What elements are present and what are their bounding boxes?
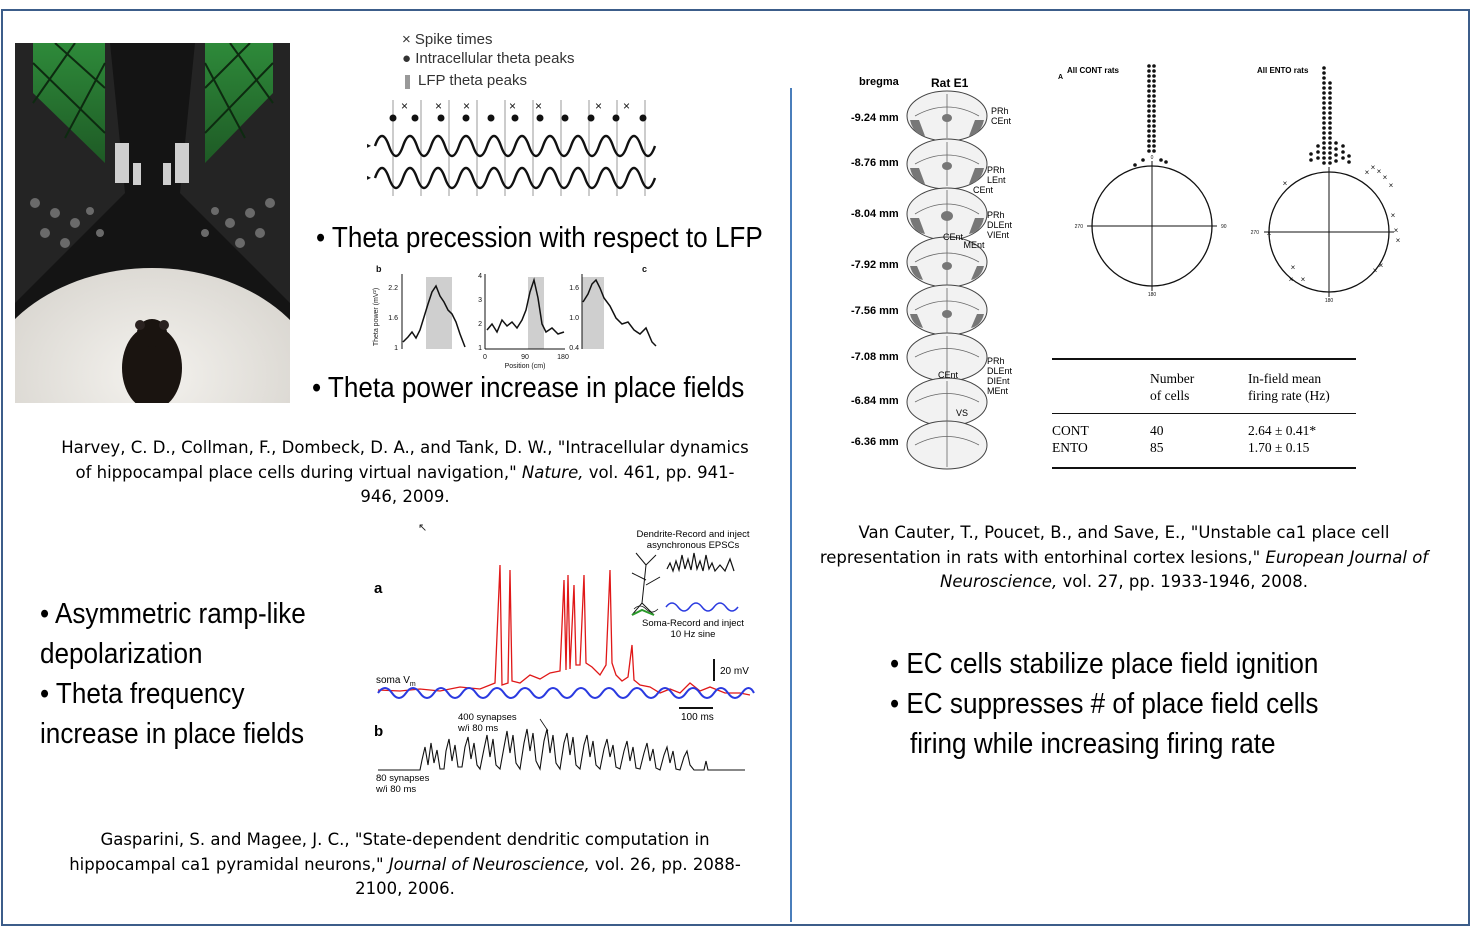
bullet-ec-stabilize: • EC cells stabilize place field ignition [890, 648, 1319, 680]
svg-text:Position (cm): Position (cm) [504, 363, 546, 370]
citation-van-cauter: Van Cauter, T., Poucet, B., and Save, E., "Unstable ca1 place cell representation in rats with entorhinal cortex lesions," European Journal of Neuroscience, vol. 27, pp. 1933-1946, 2008. [819, 523, 1429, 591]
panel-a-label: a [374, 580, 383, 597]
level-7: -6.84 mm [851, 395, 899, 407]
svg-text:1.6: 1.6 [388, 315, 398, 322]
table-bottom-rule [1052, 467, 1356, 469]
svg-text:1: 1 [478, 345, 482, 352]
header-number: Number of cells [1150, 371, 1195, 403]
theta-power-figure [370, 262, 670, 372]
svg-text:×: × [1393, 226, 1399, 235]
level-3: -8.04 mm [851, 208, 899, 220]
svg-text:2: 2 [478, 321, 482, 328]
svg-text:×: × [1388, 181, 1394, 190]
svg-text:×: × [1266, 229, 1272, 238]
svg-text:×: × [1370, 163, 1376, 172]
svg-text:×: × [509, 99, 517, 113]
polar2-title: All ENTO rats [1257, 66, 1309, 75]
svg-text:×: × [1300, 275, 1306, 284]
regions-3: PRh DLEnt VIEnt [987, 210, 1013, 240]
svg-text:90: 90 [1221, 224, 1227, 230]
scale-ms: 100 ms [681, 712, 714, 723]
cursor-mark: ↖ [418, 522, 428, 534]
regions-6b: CEnt [938, 370, 959, 380]
regions-7: VS [956, 408, 969, 418]
svg-text:1.0: 1.0 [569, 315, 579, 322]
bullet-ec-suppress: • EC suppresses # of place field cells [890, 688, 1319, 720]
dendritic-computation-figure [370, 525, 760, 800]
svg-text:1.6: 1.6 [569, 285, 579, 292]
legend-lfp-bar [405, 75, 410, 89]
row-ento-group: ENTO [1052, 440, 1088, 455]
polar1-title: All CONT rats [1067, 66, 1120, 75]
regions-3b: CEnt MEnt [943, 232, 985, 250]
legend-lfp-peaks: LFP theta peaks [418, 72, 527, 89]
legend-intracellular-peaks: ● Intracellular theta peaks [402, 50, 575, 67]
svg-text:×: × [1382, 173, 1388, 182]
svg-text:▸: ▸ [367, 173, 372, 182]
inset-dendrite-label: Dendrite-Record and inject asynchronous EPSCs [636, 529, 750, 551]
scale-mv: 20 mV [720, 666, 749, 677]
svg-text:180: 180 [1147, 292, 1157, 298]
panel-A-label: A [1058, 74, 1064, 81]
panel-b-label: b [376, 264, 382, 274]
level-5: -7.56 mm [851, 305, 899, 317]
regions-1: PRh CEnt [991, 106, 1012, 126]
syn80-label: 80 synapses w/i 80 ms [376, 773, 430, 795]
regions-2: PRh LEnt CEnt [973, 165, 1006, 195]
svg-text:▸: ▸ [367, 141, 372, 150]
rat-label: Rat E1 [931, 76, 969, 90]
row-cont-n: 40 [1150, 423, 1164, 438]
brain-sections-figure [845, 74, 1045, 474]
bullet-ec-suppress-cont: firing while increasing firing rate [910, 728, 1276, 760]
svg-text:×: × [1364, 168, 1370, 177]
bullet-ramp: • Asymmetric ramp-like [40, 598, 306, 630]
svg-text:×: × [1390, 211, 1396, 220]
row-cont-group: CONT [1052, 423, 1089, 438]
svg-text:1: 1 [394, 345, 398, 352]
svg-text:×: × [1395, 236, 1401, 245]
bullet-theta-power: • Theta power increase in place fields [312, 372, 745, 404]
svg-text:4: 4 [478, 273, 482, 280]
soma-vm-label: soma $V_m$ [376, 675, 416, 688]
legend-spike-times: × Spike times [402, 31, 493, 48]
panel-c-label: c [642, 264, 648, 274]
virtual-reality-mouse-image [15, 43, 290, 403]
polar-plots-figure [1055, 60, 1415, 305]
level-8: -6.36 mm [851, 436, 899, 448]
vertical-divider [790, 88, 792, 922]
svg-text:0.4: 0.4 [569, 345, 579, 352]
bullet-theta-precession: • Theta precession with respect to LFP [316, 222, 763, 254]
svg-text:×: × [623, 99, 631, 113]
row-cont-rate: 2.64 ± 0.41* [1248, 423, 1317, 438]
level-6: -7.08 mm [851, 351, 899, 363]
bullet-theta-freq-cont: increase in place fields [40, 718, 305, 750]
row-ento-rate: 1.70 ± 0.15 [1248, 440, 1310, 455]
svg-text:270: 270 [1250, 230, 1259, 236]
svg-text:×: × [1378, 261, 1384, 270]
svg-text:×: × [435, 99, 443, 113]
svg-text:90: 90 [521, 354, 529, 361]
panel-b-label: b [374, 723, 384, 740]
bregma-label: bregma [859, 76, 899, 88]
regions-6: PRh DLEnt DIEnt MEnt [987, 356, 1013, 396]
citation-harvey: Harvey, C. D., Collman, F., Dombeck, D. A., and Tank, D. W., "Intracellular dynamics of hippocampal place cells during virtual navigation," Nature, vol. 461, pp. 941-946, 2009. [61, 438, 749, 506]
svg-text:180: 180 [1324, 298, 1334, 304]
svg-text:0: 0 [483, 354, 487, 361]
level-2: -8.76 mm [851, 157, 899, 169]
syn400-label: 400 synapses w/i 80 ms [458, 712, 517, 734]
svg-text:3: 3 [478, 297, 482, 304]
level-1: -9.24 mm [851, 112, 899, 124]
svg-text:Theta power (mV²): Theta power (mV²) [373, 287, 380, 347]
table-top-rule [1052, 358, 1356, 360]
svg-text:×: × [1372, 266, 1378, 275]
citation-gasparini: Gasparini, S. and Magee, J. C., "State-dependent dendritic computation in hippocampal ca1 pyramidal neurons," Journal of Neuroscience, vol. 26, pp. 2088-2100, 2006. [69, 830, 741, 898]
svg-text:×: × [463, 99, 471, 113]
row-ento-n: 85 [1150, 440, 1164, 455]
svg-text:×: × [595, 99, 603, 113]
header-rate: In-field mean firing rate (Hz) [1248, 371, 1330, 403]
svg-text:×: × [1282, 179, 1288, 188]
table-mid-rule [1052, 413, 1356, 414]
theta-precession-figure [365, 28, 675, 198]
level-4: -7.92 mm [851, 259, 899, 271]
svg-text:×: × [401, 99, 409, 113]
svg-text:0: 0 [1150, 155, 1154, 161]
svg-text:2.2: 2.2 [388, 285, 398, 292]
svg-text:×: × [1376, 167, 1382, 176]
svg-text:×: × [1288, 275, 1294, 284]
inset-soma-label: Soma-Record and inject 10 Hz sine [642, 618, 744, 640]
firing-rate-table [1052, 358, 1356, 468]
svg-text:180: 180 [557, 354, 569, 361]
bullet-theta-freq: • Theta frequency [40, 678, 245, 710]
svg-text:270: 270 [1074, 224, 1083, 230]
svg-text:×: × [535, 99, 543, 113]
svg-text:×: × [1290, 263, 1296, 272]
bullet-ramp-cont: depolarization [40, 638, 203, 670]
